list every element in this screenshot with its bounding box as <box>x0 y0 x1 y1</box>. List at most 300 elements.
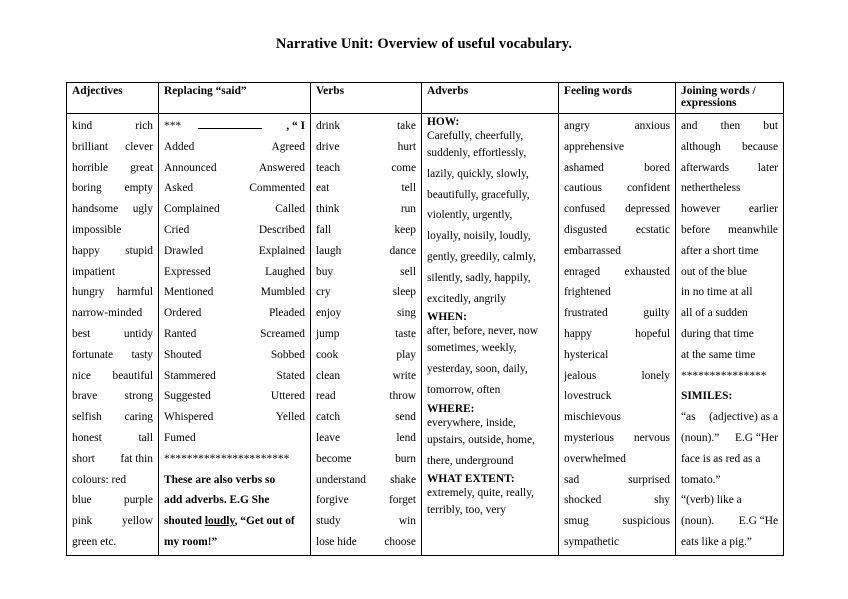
verb-word: laugh <box>316 244 342 257</box>
verb-word: teach <box>316 161 341 174</box>
said-verb-word: Announced <box>164 161 217 174</box>
similes-heading: SIMILES: <box>681 390 733 403</box>
verb-word: burn <box>395 452 416 465</box>
verb-word: write <box>392 369 416 382</box>
feeling-word-line <box>564 366 670 387</box>
verb-word: forget <box>389 494 416 507</box>
verb-line <box>316 511 416 532</box>
verb-word: play <box>396 348 416 361</box>
feeling-word-line <box>564 324 670 345</box>
feeling-word-line <box>564 511 670 532</box>
simile-text: eats like a pig.” <box>681 535 752 548</box>
adjective-word: great <box>130 161 153 174</box>
said-separator: ********************** <box>164 452 290 465</box>
joining-word: because <box>741 140 778 153</box>
said-verb-word: Described <box>258 223 305 236</box>
adjective-word: happy <box>72 244 100 257</box>
said-verb-word: Agreed <box>271 140 305 153</box>
said-verb-line <box>164 241 305 262</box>
said-verb-word: Commented <box>249 182 305 195</box>
verb-word: drive <box>316 140 340 153</box>
adverb-where-line: everywhere, inside, <box>427 416 516 429</box>
feeling-word-word: shocked <box>564 494 602 507</box>
feeling-word-line <box>564 449 670 470</box>
said-verb-line <box>164 345 305 366</box>
adjective-word: pink <box>72 515 93 528</box>
adjective-line <box>72 366 153 387</box>
feeling-word-word: overwhelmed <box>564 452 626 465</box>
said-verb-line <box>164 366 305 387</box>
adverb-how-line: excitedly, angrily <box>427 292 506 305</box>
said-verb-word: Ordered <box>164 307 202 320</box>
adverb-when-heading: WHEN: <box>427 311 467 324</box>
adjective-word: blue <box>72 494 92 507</box>
joining-line <box>681 303 778 324</box>
feeling-word-word: sympathetic <box>564 535 620 548</box>
feeling-word-line <box>564 303 670 324</box>
feeling-word-word: surprised <box>628 473 670 486</box>
header-verbs: Verbs <box>311 83 422 114</box>
adverb-where-line: there, underground <box>427 454 514 467</box>
adjective-word: kind <box>72 120 93 132</box>
said-verb-word: Answered <box>258 161 305 174</box>
said-verb-line <box>164 303 305 324</box>
verb-word: sell <box>400 265 416 278</box>
verb-line <box>316 282 416 303</box>
adjective-word: beautiful <box>112 369 153 382</box>
adjective-word: brave <box>72 390 98 403</box>
joining-word: and <box>681 120 698 132</box>
verb-word: lose hide <box>316 535 357 548</box>
verb-line <box>316 241 416 262</box>
verb-word: choose <box>384 535 416 548</box>
verb-word: sing <box>397 307 416 320</box>
said-verb-word: Drawled <box>164 244 204 257</box>
said-note-line-1: These are also verbs so <box>164 473 276 486</box>
adjective-word: impossible <box>72 223 122 236</box>
adjective-line <box>72 511 153 532</box>
feeling-word-word: enraged <box>564 265 601 278</box>
feeling-word-word: ecstatic <box>635 223 670 236</box>
feeling-word-word: anxious <box>634 120 670 132</box>
feeling-word-line <box>564 220 670 241</box>
verb-word: become <box>316 452 352 465</box>
verb-word: run <box>400 203 416 216</box>
feeling-word-word: mischievous <box>564 411 621 424</box>
simile-line <box>681 470 778 491</box>
said-verb-line <box>164 324 305 345</box>
said-note-line-3 <box>164 511 305 532</box>
feeling-word-word: suspicious <box>622 515 670 528</box>
simile-line <box>681 490 778 511</box>
said-verb-word: Mumbled <box>260 286 305 299</box>
verb-line <box>316 199 416 220</box>
joining-line <box>681 282 778 303</box>
adjective-line <box>72 158 153 179</box>
verb-word: dance <box>389 244 416 257</box>
said-verb-line <box>164 386 305 407</box>
said-verb-line <box>164 428 305 449</box>
simile-line <box>681 449 778 470</box>
verb-word: clean <box>316 369 341 382</box>
adjective-word: clever <box>125 140 153 153</box>
verb-word: come <box>391 161 416 174</box>
adjective-line <box>72 199 153 220</box>
simile-line <box>681 407 778 428</box>
verb-word: win <box>398 515 416 528</box>
feeling-word-word: mysterious <box>564 431 614 444</box>
feeling-word-line <box>564 345 670 366</box>
verb-line <box>316 116 416 137</box>
adverb-how-line: lazily, quickly, slowly, <box>427 167 529 180</box>
adjective-word: handsome <box>72 203 119 216</box>
adjective-word: strong <box>124 390 153 403</box>
feeling-word-word: angry <box>564 120 590 132</box>
said-verb-word: Called <box>275 203 305 216</box>
adverb-extent-line: extremely, quite, really, <box>427 487 535 500</box>
header-adjectives: Adjectives <box>67 83 159 114</box>
said-verb-word: Laughed <box>265 265 305 278</box>
said-intro-line <box>164 116 305 137</box>
adjective-word: empty <box>124 182 153 195</box>
said-verb-line <box>164 282 305 303</box>
adverb-how-line: beautifully, gracefully, <box>427 188 530 201</box>
said-verb-word: Stated <box>276 369 305 382</box>
feeling-word-word: embarrassed <box>564 244 621 257</box>
feeling-word-line <box>564 262 670 283</box>
feeling-word-word: apprehensive <box>564 140 625 153</box>
verb-word: send <box>395 411 416 424</box>
feeling-word-word: ashamed <box>564 161 604 174</box>
adjective-word: short <box>72 452 95 465</box>
verb-word: cook <box>316 348 339 361</box>
verb-line <box>316 303 416 324</box>
feeling-word-line <box>564 137 670 158</box>
joining-line <box>681 262 778 283</box>
feeling-word-word: guilty <box>643 307 670 320</box>
verb-word: leave <box>316 431 341 444</box>
feeling-word-word: nervous <box>633 431 670 444</box>
feeling-word-word: confused <box>564 203 606 216</box>
said-verb-word: Added <box>164 140 195 153</box>
feeling-word-word: depressed <box>625 203 670 216</box>
adjective-word: best <box>72 327 91 340</box>
blank-line <box>198 118 262 129</box>
adjective-line <box>72 345 153 366</box>
feeling-word-line <box>564 158 670 179</box>
verb-word: cry <box>316 286 331 299</box>
joining-separator: *************** <box>681 369 767 382</box>
said-verb-word: Ranted <box>164 327 197 340</box>
said-verb-word: Complained <box>164 203 220 216</box>
feeling-word-line <box>564 470 670 491</box>
verb-word: jump <box>316 327 340 340</box>
feeling-word-line <box>564 282 670 303</box>
adjective-word: tasty <box>131 348 153 361</box>
adjective-line <box>72 532 153 553</box>
feeling-words-cell <box>559 114 676 556</box>
header-joining-words: Joining words / expressions <box>676 83 784 114</box>
joining-word: before <box>681 223 711 236</box>
adverb-how-line: suddenly, effortlessly, <box>427 147 527 159</box>
verb-word: lend <box>396 431 416 444</box>
verb-line <box>316 470 416 491</box>
simile-line <box>681 532 778 553</box>
joining-word: during that time <box>681 327 754 340</box>
feeling-word-word: exhausted <box>624 265 670 278</box>
verb-line <box>316 428 416 449</box>
adjective-word: impatient <box>72 265 116 278</box>
joining-word: at the same time <box>681 348 756 361</box>
adjective-line <box>72 220 153 241</box>
adjective-word: narrow-minded <box>72 307 143 320</box>
verb-line <box>316 532 416 553</box>
verb-line <box>316 324 416 345</box>
adverb-extent-heading: WHAT EXTENT: <box>427 473 515 486</box>
adjectives-cell <box>67 114 159 556</box>
feeling-word-word: lovestruck <box>564 390 612 403</box>
adjective-word: colours: red <box>72 473 127 486</box>
simile-text: E.G “Her <box>734 431 778 444</box>
verb-line <box>316 158 416 179</box>
joining-line <box>681 178 778 199</box>
said-verb-word: Yelled <box>275 411 305 424</box>
verb-word: taste <box>395 327 416 340</box>
verb-word: keep <box>394 223 416 236</box>
adjective-line <box>72 303 153 324</box>
joining-word: nethertheless <box>681 182 741 195</box>
feeling-word-line <box>564 241 670 262</box>
page-title: Narrative Unit: Overview of useful vocabulary. <box>275 36 573 52</box>
simile-line <box>681 428 778 449</box>
simile-text: (noun).” <box>681 431 720 444</box>
adjective-word: rich <box>135 120 153 132</box>
simile-text: (adjective) as a <box>709 411 778 424</box>
adjective-word: stupid <box>125 244 153 257</box>
adverb-how-line: Carefully, cheerfully, <box>427 130 524 142</box>
adjective-word: fat thin <box>120 452 153 465</box>
said-note-text: shouted <box>164 515 205 528</box>
adverb-when-line: tomorrow, often <box>427 383 501 396</box>
said-verb-word: Expressed <box>164 265 211 278</box>
adjective-word: horrible <box>72 161 109 174</box>
joining-line <box>681 345 778 366</box>
joining-word: earlier <box>748 203 778 216</box>
verb-word: sleep <box>392 286 416 299</box>
feeling-word-word: frustrated <box>564 307 608 320</box>
feeling-word-line <box>564 407 670 428</box>
feeling-word-word: bored <box>644 161 670 174</box>
said-note-quote: , “Get out of <box>234 515 295 528</box>
simile-text: face is as red as a <box>681 452 761 465</box>
feeling-word-word: smug <box>564 515 589 528</box>
said-verb-word: Fumed <box>164 431 196 444</box>
joining-word: in no time at all <box>681 286 753 299</box>
feeling-word-word: hopeful <box>635 327 670 340</box>
said-stars: *** <box>164 120 182 132</box>
said-verb-word: Whispered <box>164 411 214 424</box>
adjective-word: ugly <box>132 203 153 216</box>
said-verb-word: Asked <box>164 182 194 195</box>
verb-word: throw <box>389 390 416 403</box>
feeling-word-line <box>564 532 670 553</box>
adjective-line <box>72 470 153 491</box>
joining-word: however <box>681 203 721 216</box>
adverb-how-line: loyally, noisily, loudly, <box>427 230 531 243</box>
feeling-word-line <box>564 178 670 199</box>
vocabulary-table <box>66 82 784 556</box>
said-verb-word: Shouted <box>164 348 202 361</box>
joining-line <box>681 324 778 345</box>
verb-line <box>316 345 416 366</box>
adverb-extent-line: terribly, too, very <box>427 504 506 517</box>
said-verb-word: Mentioned <box>164 286 214 299</box>
feeling-word-line <box>564 116 670 137</box>
joining-word: afterwards <box>681 161 730 174</box>
said-verb-word: Screamed <box>260 327 305 340</box>
adjective-line <box>72 324 153 345</box>
verb-word: enjoy <box>316 307 342 320</box>
simile-line <box>681 511 778 532</box>
joining-line <box>681 220 778 241</box>
adjective-word: untidy <box>123 327 153 340</box>
joining-word: although <box>681 140 721 153</box>
adverb-where-heading: WHERE: <box>427 402 475 415</box>
adjective-line <box>72 407 153 428</box>
feeling-word-word: shy <box>654 494 670 507</box>
verb-line <box>316 366 416 387</box>
feeling-word-line <box>564 386 670 407</box>
adverb-how-line: violently, urgently, <box>427 209 513 222</box>
adjective-word: boring <box>72 182 102 195</box>
feeling-word-word: disgusted <box>564 223 608 236</box>
verb-word: fall <box>316 223 332 236</box>
adverb-how-heading: HOW: <box>427 116 460 128</box>
adjective-word: green etc. <box>72 535 117 548</box>
adjective-line <box>72 386 153 407</box>
joining-words-cell <box>676 114 784 556</box>
adjective-line <box>72 178 153 199</box>
joining-line <box>681 137 778 158</box>
verb-word: understand <box>316 473 366 486</box>
joining-line <box>681 158 778 179</box>
feeling-word-word: happy <box>564 327 592 340</box>
verb-word: forgive <box>316 494 349 507</box>
verb-line <box>316 490 416 511</box>
feeling-word-word: confident <box>626 182 670 195</box>
said-note-underlined: loudly <box>204 515 235 528</box>
said-quote-start: , “ I <box>286 120 305 132</box>
verbs-cell <box>311 114 422 556</box>
verb-word: buy <box>316 265 334 278</box>
said-verb-line <box>164 137 305 158</box>
header-adverbs: Adverbs <box>422 83 559 114</box>
feeling-word-word: frightened <box>564 286 611 299</box>
adverbs-cell <box>422 114 559 556</box>
joining-word: all of a sudden <box>681 307 748 320</box>
said-verb-word: Cried <box>164 223 190 236</box>
adjective-line <box>72 241 153 262</box>
adjective-word: honest <box>72 431 102 444</box>
said-verb-line <box>164 199 305 220</box>
feeling-word-word: sad <box>564 473 580 486</box>
adverb-when-line: sometimes, weekly, <box>427 342 517 355</box>
header-replacing-said: Replacing “said” <box>159 83 311 114</box>
said-verb-word: Uttered <box>270 390 305 403</box>
verb-word: hurt <box>397 140 416 153</box>
verb-line <box>316 262 416 283</box>
verb-line <box>316 137 416 158</box>
said-verb-line <box>164 178 305 199</box>
verb-word: tell <box>401 182 416 195</box>
adjective-line <box>72 282 153 303</box>
joining-word: after a short time <box>681 244 759 257</box>
adverb-when-line: yesterday, soon, daily, <box>427 363 528 376</box>
adjective-word: fortunate <box>72 348 114 361</box>
verb-word: eat <box>316 182 330 195</box>
joining-word: later <box>757 161 778 174</box>
adjective-word: purple <box>123 494 153 507</box>
verb-line <box>316 178 416 199</box>
adjective-line <box>72 490 153 511</box>
said-verb-word: Explained <box>258 244 305 257</box>
said-verb-word: Pleaded <box>268 307 305 320</box>
feeling-word-word: hysterical <box>564 348 609 361</box>
feeling-word-word: lonely <box>641 369 670 382</box>
adverb-how-line: gently, greedily, calmly, <box>427 250 536 263</box>
simile-text: E.G “He <box>738 515 778 528</box>
verb-line <box>316 449 416 470</box>
feeling-word-line <box>564 490 670 511</box>
simile-text: (noun). <box>681 515 715 528</box>
verb-word: study <box>316 515 341 528</box>
adjective-line <box>72 449 153 470</box>
verb-line <box>316 386 416 407</box>
joining-word: out of the blue <box>681 265 748 278</box>
content-row <box>67 114 784 556</box>
header-row <box>67 83 784 114</box>
verb-word: take <box>397 120 416 132</box>
adverb-how-line: silently, sadly, happily, <box>427 271 531 284</box>
said-verb-line <box>164 220 305 241</box>
adjective-word: caring <box>124 411 153 424</box>
said-verb-line <box>164 158 305 179</box>
said-verb-word: Stammered <box>164 369 216 382</box>
simile-text: tomato.” <box>681 473 721 486</box>
feeling-word-word: cautious <box>564 182 602 195</box>
joining-word: but <box>763 120 778 132</box>
verb-word: think <box>316 203 340 216</box>
adjective-word: yellow <box>121 515 153 528</box>
joining-word: then <box>720 120 741 132</box>
joining-word: meanwhile <box>728 223 778 236</box>
feeling-word-line <box>564 428 670 449</box>
verb-line <box>316 407 416 428</box>
adjective-word: brilliant <box>72 140 109 153</box>
verb-word: catch <box>316 411 341 424</box>
joining-line <box>681 241 778 262</box>
simile-text: “(verb) like a <box>681 494 742 507</box>
adjective-word: hungry <box>72 286 105 299</box>
verb-word: shake <box>390 473 416 486</box>
adverb-when-line: after, before, never, now <box>427 325 539 338</box>
said-note-line-2: add adverbs. E.G She <box>164 494 270 507</box>
header-feeling-words: Feeling words <box>559 83 676 114</box>
adverb-where-line: upstairs, outside, home, <box>427 433 535 446</box>
adjective-line <box>72 428 153 449</box>
feeling-word-line <box>564 199 670 220</box>
adjective-word: harmful <box>116 286 153 299</box>
